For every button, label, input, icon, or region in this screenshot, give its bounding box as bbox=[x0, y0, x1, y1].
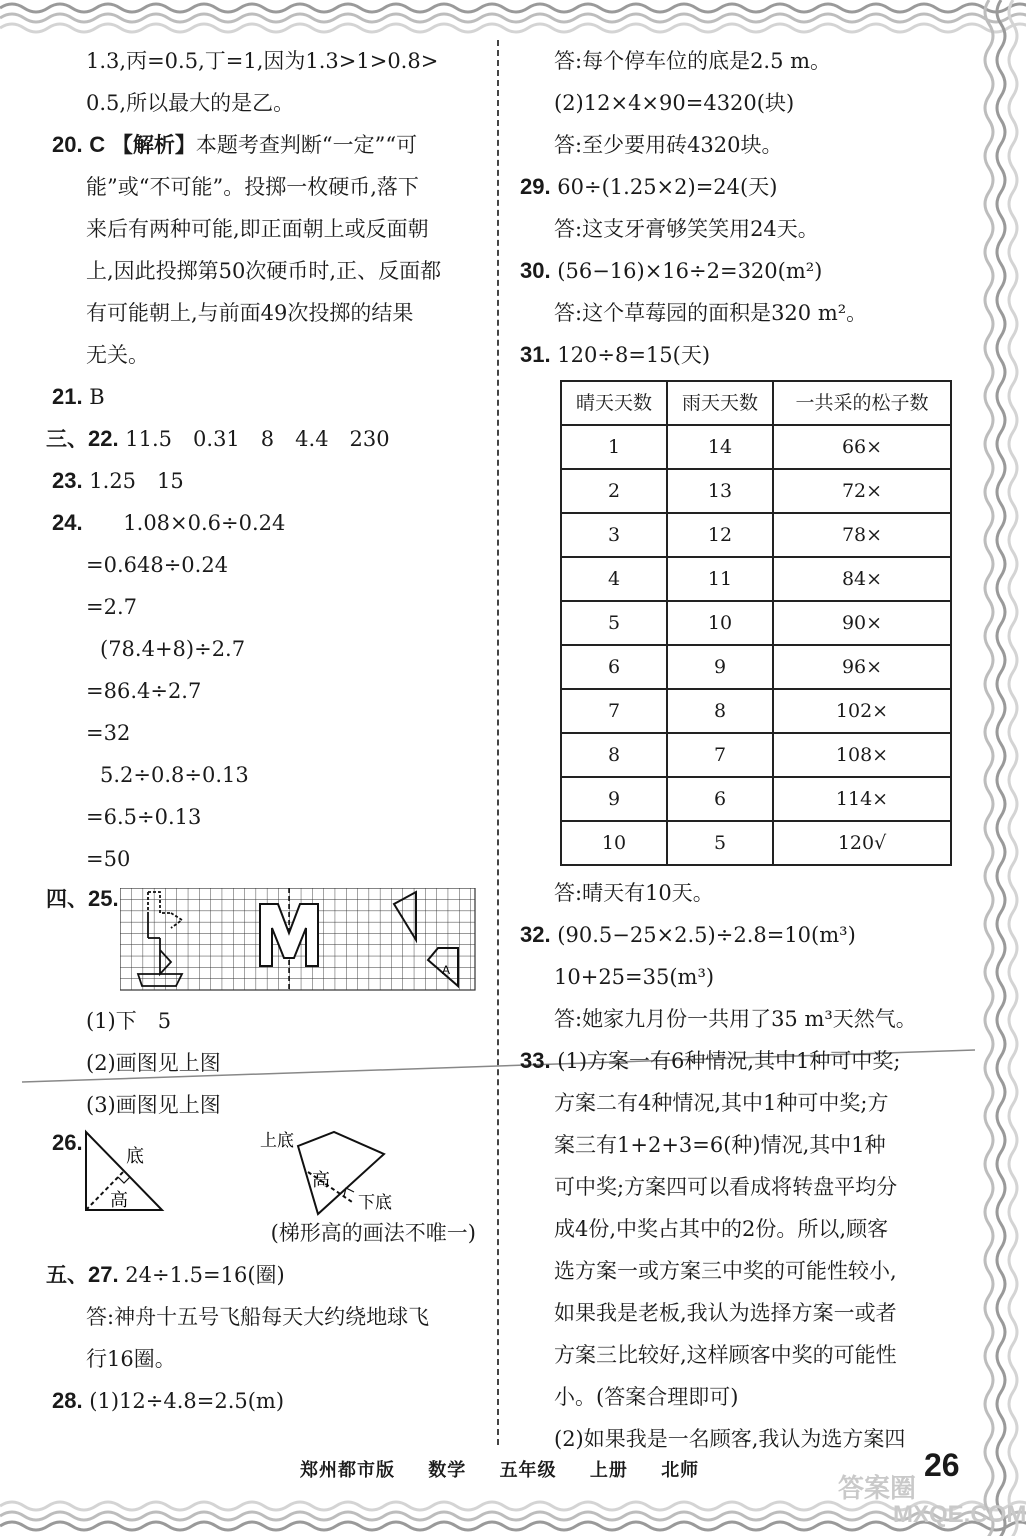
figure-note: (梯形高的画法不唯一) bbox=[270, 1221, 476, 1245]
trapezoid-top-label: 上底 bbox=[260, 1131, 294, 1151]
section-number: 五、 bbox=[46, 1262, 88, 1287]
table-header-row bbox=[561, 381, 951, 425]
trapezoid-height-label: 高 bbox=[312, 1170, 330, 1191]
table-cell: 10 bbox=[561, 821, 667, 865]
question-number: 24. bbox=[52, 510, 83, 535]
question-number: 33. bbox=[520, 1048, 551, 1073]
calc-line: 1.08×0.6÷0.24 bbox=[123, 511, 286, 535]
answer-line: (1)下 5 bbox=[86, 1009, 172, 1033]
answer-line: 方案三比较好,这样顾客中奖的可能性 bbox=[554, 1343, 897, 1367]
table-cell: 90× bbox=[773, 601, 951, 645]
calc-line: =0.648÷0.24 bbox=[86, 553, 229, 577]
section-number: 四、 bbox=[46, 886, 88, 911]
table-row bbox=[561, 689, 951, 733]
answer-line: (2)如果我是一名顾客,我认为选方案四 bbox=[554, 1427, 906, 1451]
question-number: 28. bbox=[52, 1388, 83, 1413]
answer-line: 答:神舟十五号飞船每天大约绕地球飞 bbox=[86, 1305, 430, 1329]
table-cell: 2 bbox=[561, 469, 667, 513]
answer-line: 行16圈。 bbox=[86, 1347, 176, 1371]
answer-line: 答:她家九月份一共用了35 m³天然气。 bbox=[554, 1007, 917, 1031]
footer-edition: 郑州都市版 bbox=[300, 1460, 395, 1481]
column-header: 晴天天数 bbox=[561, 381, 667, 425]
answer-line: 0.5,所以最大的是乙。 bbox=[86, 91, 295, 115]
question-number: 27. bbox=[88, 1262, 119, 1287]
table-cell: 1 bbox=[561, 425, 667, 469]
triangle-base-label: 底 bbox=[126, 1146, 144, 1167]
calc-line: =6.5÷0.13 bbox=[86, 805, 202, 829]
pine-nut-table bbox=[560, 380, 952, 866]
page-footer bbox=[300, 1456, 725, 1482]
question-26 bbox=[52, 1126, 482, 1216]
answer-text: 本题考查判断“一定”“可 bbox=[195, 133, 418, 157]
answer-line: 来后有两种可能,即正面朝上或反面朝 bbox=[86, 217, 429, 241]
question-22 bbox=[46, 418, 482, 460]
answer-text: 11.5 0.31 8 4.4 230 bbox=[125, 427, 390, 451]
table-row bbox=[561, 557, 951, 601]
table-row bbox=[561, 513, 951, 557]
table-row bbox=[561, 733, 951, 777]
answer-line: 小。(答案合理即可) bbox=[554, 1385, 739, 1409]
calc-line: 120÷8=15(天) bbox=[557, 343, 711, 367]
table-row bbox=[561, 469, 951, 513]
answer-line: (1)方案一有6种情况,其中1种可中奖; bbox=[557, 1049, 901, 1073]
answer-choice: C bbox=[89, 132, 106, 157]
calc-line: (2)12×4×90=4320(块) bbox=[554, 91, 795, 115]
table-cell: 114× bbox=[773, 777, 951, 821]
table-cell: 66× bbox=[773, 425, 951, 469]
calc-line: 24÷1.5=16(圈) bbox=[125, 1263, 285, 1287]
answer-line: 上,因此投掷第50次硬币时,正、反面都 bbox=[86, 259, 442, 283]
shape-label-a: A bbox=[442, 963, 451, 977]
question-number: 32. bbox=[520, 922, 551, 947]
answer-line: 答:这支牙膏够笑笑用24天。 bbox=[554, 217, 819, 241]
question-number: 23. bbox=[52, 468, 83, 493]
question-number: 20. bbox=[52, 132, 83, 157]
answer-choice: B bbox=[89, 385, 105, 409]
table-cell: 6 bbox=[667, 777, 773, 821]
table-cell: 6 bbox=[561, 645, 667, 689]
question-23 bbox=[52, 460, 482, 502]
answer-line: 选方案一或方案三中奖的可能性较小, bbox=[554, 1259, 897, 1283]
calc-line: =32 bbox=[86, 721, 131, 745]
question-27 bbox=[46, 1254, 482, 1296]
answer-text: 1.25 15 bbox=[89, 469, 184, 493]
answer-line: 能”或“不可能”。投掷一枚硬币,落下 bbox=[86, 175, 419, 199]
table-cell: 84× bbox=[773, 557, 951, 601]
question-number: 31. bbox=[520, 342, 551, 367]
table-cell: 4 bbox=[561, 557, 667, 601]
table-cell: 8 bbox=[667, 689, 773, 733]
question-25 bbox=[46, 884, 482, 1000]
section-number: 三、 bbox=[46, 426, 88, 451]
calc-line: =50 bbox=[86, 847, 131, 871]
trapezoid-bottom-label: 下底 bbox=[358, 1193, 392, 1213]
answer-line: 1.3,丙=0.5,丁=1,因为1.3>1>0.8> bbox=[86, 49, 439, 73]
table-cell: 7 bbox=[561, 689, 667, 733]
answer-line: 方案二有4种情况,其中1种可中奖;方 bbox=[554, 1091, 889, 1115]
table-cell: 96× bbox=[773, 645, 951, 689]
table-body bbox=[561, 425, 951, 865]
footer-grade: 五年级 bbox=[499, 1460, 557, 1481]
triangle-height-label: 高 bbox=[110, 1190, 128, 1211]
table-cell: 5 bbox=[667, 821, 773, 865]
right-column bbox=[520, 40, 960, 1460]
answer-line: 无关。 bbox=[86, 343, 149, 367]
right-wave-border bbox=[975, 0, 1026, 1536]
answer-line: 可中奖;方案四可以看成将转盘平均分 bbox=[554, 1175, 898, 1199]
question-31 bbox=[520, 334, 960, 376]
table-cell: 9 bbox=[667, 645, 773, 689]
page-number: 26 bbox=[924, 1447, 960, 1483]
table-row bbox=[561, 645, 951, 689]
watermark-text: 答案圈 bbox=[838, 1473, 917, 1503]
table-cell: 11 bbox=[667, 557, 773, 601]
table-cell: 78× bbox=[773, 513, 951, 557]
question-29 bbox=[520, 166, 960, 208]
question-24 bbox=[52, 502, 482, 544]
table-cell: 7 bbox=[667, 733, 773, 777]
table-row bbox=[561, 425, 951, 469]
grid-figure bbox=[120, 888, 476, 994]
question-number: 30. bbox=[520, 258, 551, 283]
question-number: 25. bbox=[88, 886, 119, 911]
calc-line: 5.2÷0.8÷0.13 bbox=[100, 763, 249, 787]
answer-line: 答:至少要用砖4320块。 bbox=[554, 133, 783, 157]
left-column bbox=[46, 40, 482, 1422]
answer-line: 有可能朝上,与前面49次投掷的结果 bbox=[86, 301, 414, 325]
answer-line: 案三有1+2+3=6(种)情况,其中1种 bbox=[554, 1133, 886, 1157]
table-cell: 3 bbox=[561, 513, 667, 557]
calc-line: 10+25=35(m³) bbox=[554, 965, 715, 989]
question-20 bbox=[52, 124, 482, 166]
question-33 bbox=[520, 1040, 960, 1082]
top-wave-border bbox=[0, 0, 1026, 40]
footer-volume: 上册 bbox=[589, 1460, 628, 1481]
answer-line: 成4份,中奖占其中的2份。所以,顾客 bbox=[554, 1217, 889, 1241]
question-number: 22. bbox=[88, 426, 119, 451]
calc-line: =86.4÷2.7 bbox=[86, 679, 202, 703]
question-number: 21. bbox=[52, 384, 83, 409]
calc-line: (90.5−25×2.5)÷2.8=10(m³) bbox=[557, 923, 856, 947]
calc-line: 60÷(1.25×2)=24(天) bbox=[557, 175, 778, 199]
table-cell: 120√ bbox=[773, 821, 951, 865]
calc-line: (1)12÷4.8=2.5(m) bbox=[89, 1389, 285, 1413]
question-30 bbox=[520, 250, 960, 292]
table-cell: 8 bbox=[561, 733, 667, 777]
answer-line: (2)画图见上图 bbox=[86, 1051, 221, 1075]
table-cell: 9 bbox=[561, 777, 667, 821]
table-cell: 14 bbox=[667, 425, 773, 469]
question-21 bbox=[52, 376, 482, 418]
table-cell: 102× bbox=[773, 689, 951, 733]
calc-line: (56−16)×16÷2=320(m²) bbox=[557, 259, 823, 283]
column-divider bbox=[497, 40, 499, 1445]
table-cell: 108× bbox=[773, 733, 951, 777]
answer-line: (3)画图见上图 bbox=[86, 1093, 221, 1117]
answer-line: 如果我是老板,我认为选择方案一或者 bbox=[554, 1301, 897, 1325]
height-drawing-figure bbox=[82, 1126, 412, 1216]
table-row bbox=[561, 821, 951, 865]
analysis-tag: 【解析】 bbox=[111, 132, 196, 157]
column-header: 雨天天数 bbox=[667, 381, 773, 425]
answer-line: 答:每个停车位的底是2.5 m。 bbox=[554, 49, 832, 73]
question-number: 29. bbox=[520, 174, 551, 199]
table-cell: 72× bbox=[773, 469, 951, 513]
footer-subject: 数学 bbox=[428, 1460, 467, 1481]
watermark-url: MXQE.COM bbox=[893, 1501, 1026, 1528]
table-row bbox=[561, 601, 951, 645]
question-28 bbox=[52, 1380, 482, 1422]
question-32 bbox=[520, 914, 960, 956]
answer-line: 答:晴天有10天。 bbox=[554, 881, 714, 905]
question-number: 26. bbox=[52, 1130, 83, 1155]
table-row bbox=[561, 777, 951, 821]
column-header: 一共采的松子数 bbox=[773, 381, 951, 425]
answer-line: 答:这个草莓园的面积是320 m²。 bbox=[554, 301, 868, 325]
table-cell: 12 bbox=[667, 513, 773, 557]
table-cell: 13 bbox=[667, 469, 773, 513]
calc-line: (78.4+8)÷2.7 bbox=[100, 637, 246, 661]
footer-publisher: 北师 bbox=[661, 1460, 700, 1481]
calc-line: =2.7 bbox=[86, 595, 137, 619]
table-cell: 5 bbox=[561, 601, 667, 645]
table-cell: 10 bbox=[667, 601, 773, 645]
